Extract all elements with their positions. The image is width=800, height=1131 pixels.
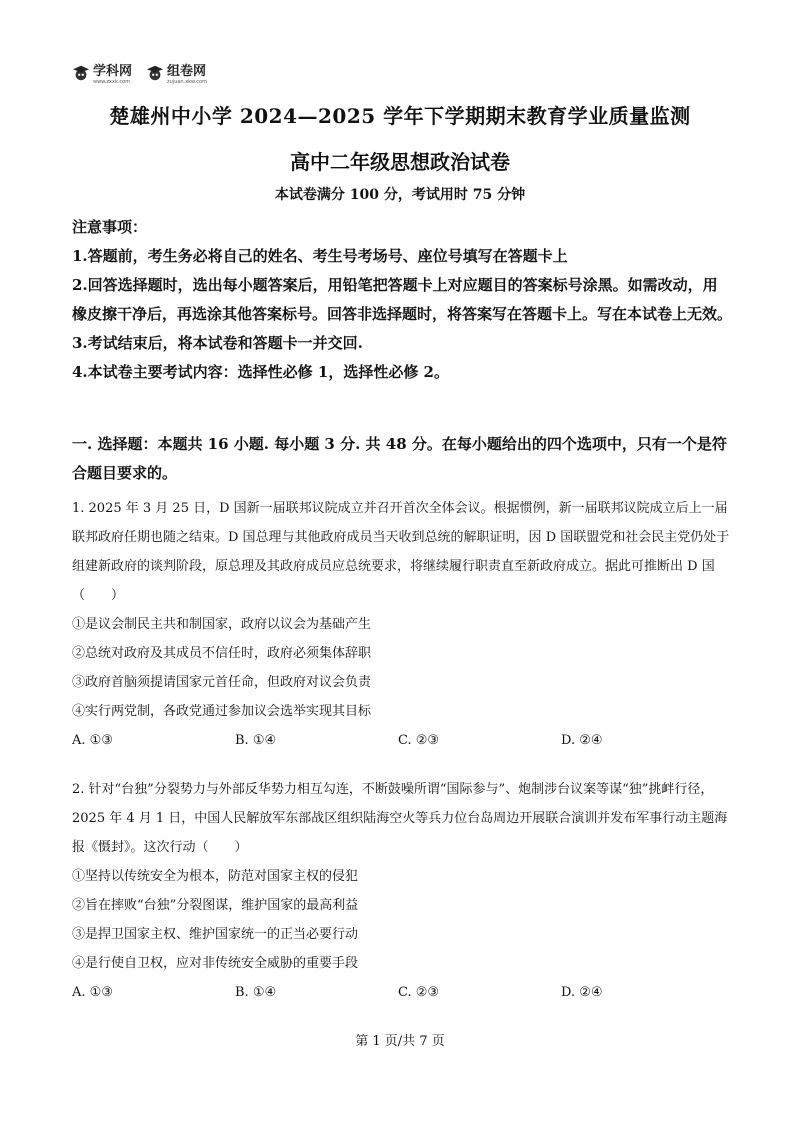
question-2	[72, 775, 732, 1007]
option-b: B. ①④	[235, 985, 277, 1000]
logo2-sub: zujuan.xkw.com	[167, 79, 207, 85]
statement: ④是行使自卫权，应对非传统安全威胁的重要手段	[72, 956, 359, 971]
exam-score-time: 本试卷满分 100 分，考试用时 75 分钟	[274, 187, 526, 203]
logo1-sub: www.zxxk.com	[93, 79, 131, 85]
graduation-cap-icon	[146, 64, 164, 82]
option-c: C. ②③	[398, 733, 440, 748]
note-item: 2.回答选择题时，选出每小题答案后，用铅笔把答题卡上对应题目的答案标号涂黑。如需改动，用橡皮擦干净后，再选涂其他答案标号。回答非选择题时，将答案写在答题卡上。写在本试卷上无效。	[72, 276, 733, 323]
logo-xuekewang	[72, 60, 132, 85]
option-a: A. ①③	[72, 985, 113, 1000]
logo1-text: 学科网	[93, 64, 133, 79]
logo-zujuanwang	[146, 60, 207, 85]
section-heading: 一. 选择题：本题共 16 小题. 每小题 3 分. 共 48 分。在每小题给出的四个选项中，只有一个是符合题目要求的。	[72, 435, 727, 482]
statement: ②旨在摔败“台独”分裂图谋，维护国家的最高利益	[72, 898, 359, 913]
option-a: A. ①③	[72, 733, 113, 748]
header-logos	[72, 60, 207, 85]
page-footer: 第 1 页/共 7 页	[355, 1034, 445, 1049]
statement: ④实行两党制，各政党通过参加议会选举实现其目标	[72, 704, 372, 719]
notes-block	[72, 213, 732, 387]
question-stem: 2. 针对“台独”分裂势力与外部反华势力相互勾连，不断鼓噪所谓“国际参与”、炮制涉台议案等谋“独”挑衅行径，2025 年 4 月 1 日，中国人民解放军东部战区组织陆海空火等兵力位台岛周边开展联合演训并发布军事行动主题海报《慑封》。这次行动（ ）	[72, 782, 728, 855]
statement: ①是议会制民主共和制国家，政府以议会为基础产生	[72, 617, 372, 632]
option-c: C. ②③	[398, 985, 440, 1000]
note-item: 3.考试结束后，将本试卷和答题卡一并交回.	[72, 334, 363, 352]
answer-options	[72, 978, 732, 1007]
option-d: D. ②④	[561, 733, 603, 748]
answer-options	[72, 726, 732, 755]
logo2-text: 组卷网	[167, 64, 207, 79]
statement: ③是捍卫国家主权、维护国家统一的正当必要行动	[72, 927, 359, 942]
statement: ③政府首脑须提请国家元首任命，但政府对议会负责	[72, 675, 372, 690]
option-b: B. ①④	[235, 733, 277, 748]
question-stem: 1. 2025 年 3 月 25 日，D 国新一届联邦议院成立并召开首次全体会议。根据惯例，新一届联邦议院成立后上一届联邦政府任期也随之结束。D 国总理与其他政府成员当天收到总统的解职证明，因 D 国联盟党和社会民主党仍处于组建新政府的谈判阶段，原总理及其政府成员应总统要求，将继续履行职责直至新政府成立。据此可推断出 D 国（ ）	[72, 501, 730, 603]
notes-heading: 注意事项：	[72, 218, 148, 236]
exam-title: 楚雄州中小学 2024—2025 学年下学期期末教育学业质量监测	[109, 104, 691, 128]
exam-subject-title: 高中二年级思想政治试卷	[290, 150, 510, 174]
statement: ②总统对政府及其成员不信任时，政府必须集体辞职	[72, 646, 372, 661]
graduation-cap-icon	[72, 64, 90, 82]
option-d: D. ②④	[561, 985, 603, 1000]
note-item: 1.答题前，考生务必将自己的姓名、考生号考场号、座位号填写在答题卡上	[72, 247, 568, 265]
question-1	[72, 494, 732, 755]
note-item: 4.本试卷主要考试内容：选择性必修 1，选择性必修 2。	[72, 363, 449, 381]
statement: ①坚持以传统安全为根本，防范对国家主权的侵犯	[72, 869, 359, 884]
